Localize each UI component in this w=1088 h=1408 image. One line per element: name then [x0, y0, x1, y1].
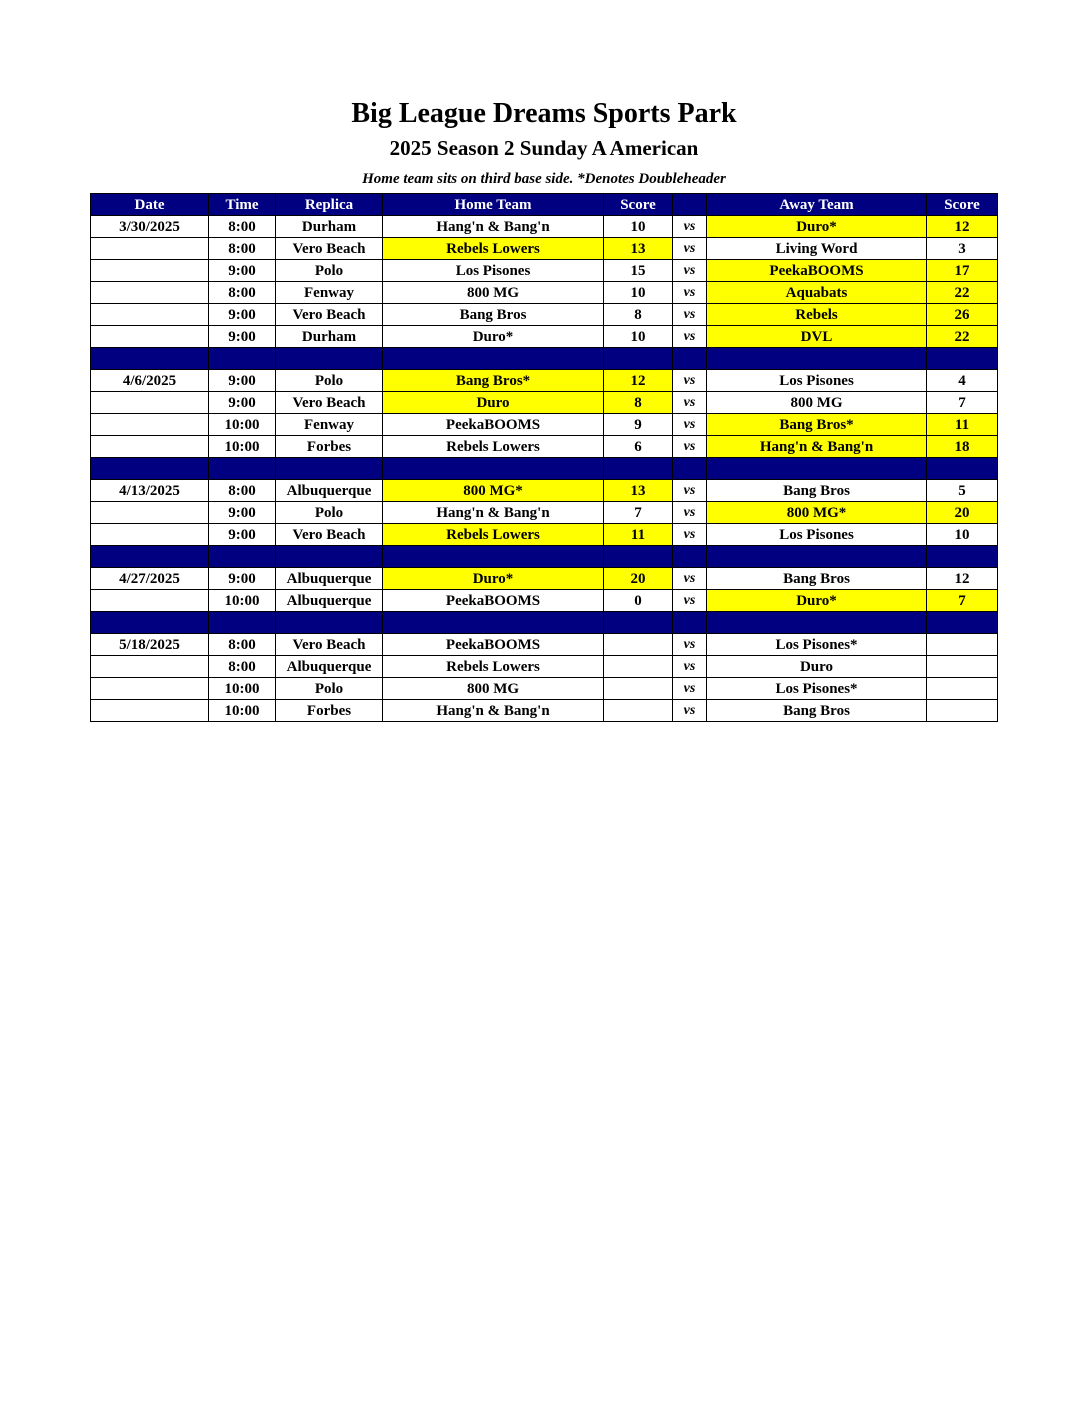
- separator-cell: [91, 458, 209, 480]
- away-score-cell: 11: [927, 414, 998, 436]
- replica-cell: Albuquerque: [276, 480, 383, 502]
- replica-cell: Vero Beach: [276, 238, 383, 260]
- week-separator-row: [91, 612, 998, 634]
- home-team-cell: Rebels Lowers: [383, 524, 604, 546]
- date-cell: [91, 238, 209, 260]
- home-team-cell: Rebels Lowers: [383, 656, 604, 678]
- time-cell: 10:00: [209, 590, 276, 612]
- separator-cell: [604, 348, 673, 370]
- home-score-cell: 10: [604, 216, 673, 238]
- time-cell: 8:00: [209, 634, 276, 656]
- vs-cell: vs: [673, 326, 707, 348]
- separator-cell: [209, 458, 276, 480]
- away-team-cell: Rebels: [707, 304, 927, 326]
- date-cell: 4/13/2025: [91, 480, 209, 502]
- game-row: [91, 436, 998, 458]
- date-cell: [91, 282, 209, 304]
- game-row: [91, 634, 998, 656]
- game-row: [91, 590, 998, 612]
- away-score-cell: 12: [927, 568, 998, 590]
- game-row: [91, 304, 998, 326]
- home-score-cell: 10: [604, 282, 673, 304]
- vs-cell: vs: [673, 590, 707, 612]
- home-score-cell: 15: [604, 260, 673, 282]
- date-cell: [91, 590, 209, 612]
- separator-cell: [276, 458, 383, 480]
- home-score-cell: 13: [604, 480, 673, 502]
- away-team-cell: Bang Bros: [707, 700, 927, 722]
- away-team-cell: Hang'n & Bang'n: [707, 436, 927, 458]
- time-cell: 9:00: [209, 524, 276, 546]
- home-team-cell: Bang Bros: [383, 304, 604, 326]
- date-cell: [91, 678, 209, 700]
- replica-cell: Albuquerque: [276, 656, 383, 678]
- separator-cell: [383, 458, 604, 480]
- header-away-score: Score: [927, 194, 998, 216]
- home-score-cell: [604, 678, 673, 700]
- separator-cell: [383, 612, 604, 634]
- away-score-cell: 17: [927, 260, 998, 282]
- time-cell: 9:00: [209, 370, 276, 392]
- away-score-cell: [927, 678, 998, 700]
- separator-cell: [91, 612, 209, 634]
- away-team-cell: Aquabats: [707, 282, 927, 304]
- date-cell: [91, 326, 209, 348]
- vs-cell: vs: [673, 656, 707, 678]
- replica-cell: Fenway: [276, 414, 383, 436]
- replica-cell: Vero Beach: [276, 524, 383, 546]
- home-team-cell: Duro*: [383, 568, 604, 590]
- home-team-cell: Los Pisones: [383, 260, 604, 282]
- separator-cell: [91, 546, 209, 568]
- replica-cell: Vero Beach: [276, 304, 383, 326]
- separator-cell: [673, 546, 707, 568]
- home-score-cell: [604, 656, 673, 678]
- time-cell: 8:00: [209, 282, 276, 304]
- away-score-cell: [927, 656, 998, 678]
- date-cell: 3/30/2025: [91, 216, 209, 238]
- home-score-cell: [604, 700, 673, 722]
- time-cell: 8:00: [209, 216, 276, 238]
- replica-cell: Durham: [276, 216, 383, 238]
- replica-cell: Forbes: [276, 436, 383, 458]
- game-row: [91, 216, 998, 238]
- separator-cell: [673, 458, 707, 480]
- home-score-cell: 11: [604, 524, 673, 546]
- separator-cell: [604, 546, 673, 568]
- separator-cell: [673, 348, 707, 370]
- vs-cell: vs: [673, 238, 707, 260]
- time-cell: 9:00: [209, 568, 276, 590]
- away-score-cell: 4: [927, 370, 998, 392]
- separator-cell: [927, 458, 998, 480]
- home-score-cell: 7: [604, 502, 673, 524]
- vs-cell: vs: [673, 502, 707, 524]
- home-score-cell: 13: [604, 238, 673, 260]
- replica-cell: Vero Beach: [276, 392, 383, 414]
- away-team-cell: Bang Bros*: [707, 414, 927, 436]
- home-team-cell: Rebels Lowers: [383, 238, 604, 260]
- home-score-cell: 8: [604, 304, 673, 326]
- vs-cell: vs: [673, 436, 707, 458]
- away-score-cell: [927, 634, 998, 656]
- separator-cell: [604, 458, 673, 480]
- separator-cell: [927, 612, 998, 634]
- date-cell: 4/6/2025: [91, 370, 209, 392]
- date-cell: [91, 502, 209, 524]
- home-team-cell: 800 MG: [383, 282, 604, 304]
- away-team-cell: DVL: [707, 326, 927, 348]
- separator-cell: [209, 546, 276, 568]
- vs-cell: vs: [673, 480, 707, 502]
- date-cell: 5/18/2025: [91, 634, 209, 656]
- date-cell: [91, 436, 209, 458]
- vs-cell: vs: [673, 216, 707, 238]
- schedule-body: [91, 216, 998, 722]
- time-cell: 9:00: [209, 260, 276, 282]
- separator-cell: [209, 348, 276, 370]
- vs-cell: vs: [673, 282, 707, 304]
- header-date: Date: [91, 194, 209, 216]
- game-row: [91, 524, 998, 546]
- time-cell: 8:00: [209, 656, 276, 678]
- schedule-note: Home team sits on third base side. *Denotes Doubleheader: [362, 171, 726, 187]
- replica-cell: Vero Beach: [276, 634, 383, 656]
- separator-cell: [707, 612, 927, 634]
- header-away-team: Away Team: [707, 194, 927, 216]
- away-score-cell: 20: [927, 502, 998, 524]
- away-score-cell: 3: [927, 238, 998, 260]
- home-team-cell: Duro: [383, 392, 604, 414]
- separator-cell: [707, 348, 927, 370]
- away-team-cell: Los Pisones: [707, 524, 927, 546]
- home-score-cell: 20: [604, 568, 673, 590]
- header-time: Time: [209, 194, 276, 216]
- game-row: [91, 392, 998, 414]
- header-replica: Replica: [276, 194, 383, 216]
- game-row: [91, 568, 998, 590]
- date-cell: [91, 656, 209, 678]
- away-score-cell: 12: [927, 216, 998, 238]
- home-team-cell: Hang'n & Bang'n: [383, 700, 604, 722]
- date-cell: [91, 700, 209, 722]
- vs-cell: vs: [673, 370, 707, 392]
- time-cell: 10:00: [209, 678, 276, 700]
- week-separator-row: [91, 458, 998, 480]
- replica-cell: Albuquerque: [276, 568, 383, 590]
- away-score-cell: 26: [927, 304, 998, 326]
- replica-cell: Polo: [276, 678, 383, 700]
- away-team-cell: Los Pisones: [707, 370, 927, 392]
- time-cell: 9:00: [209, 502, 276, 524]
- home-team-cell: PeekaBOOMS: [383, 590, 604, 612]
- away-score-cell: 7: [927, 590, 998, 612]
- game-row: [91, 370, 998, 392]
- separator-cell: [383, 546, 604, 568]
- separator-cell: [383, 348, 604, 370]
- home-score-cell: 0: [604, 590, 673, 612]
- away-team-cell: Bang Bros: [707, 568, 927, 590]
- game-row: [91, 238, 998, 260]
- home-score-cell: 10: [604, 326, 673, 348]
- date-cell: [91, 304, 209, 326]
- away-score-cell: [927, 700, 998, 722]
- time-cell: 8:00: [209, 238, 276, 260]
- time-cell: 10:00: [209, 414, 276, 436]
- time-cell: 9:00: [209, 304, 276, 326]
- game-row: [91, 700, 998, 722]
- away-team-cell: Duro: [707, 656, 927, 678]
- separator-cell: [276, 612, 383, 634]
- vs-cell: vs: [673, 678, 707, 700]
- date-cell: [91, 260, 209, 282]
- separator-cell: [707, 546, 927, 568]
- away-score-cell: 10: [927, 524, 998, 546]
- table-header-row: [91, 194, 998, 216]
- replica-cell: Polo: [276, 502, 383, 524]
- away-team-cell: Los Pisones*: [707, 678, 927, 700]
- vs-cell: vs: [673, 260, 707, 282]
- time-cell: 8:00: [209, 480, 276, 502]
- replica-cell: Polo: [276, 260, 383, 282]
- date-cell: [91, 414, 209, 436]
- home-team-cell: 800 MG*: [383, 480, 604, 502]
- away-team-cell: Bang Bros: [707, 480, 927, 502]
- away-team-cell: 800 MG: [707, 392, 927, 414]
- game-row: [91, 502, 998, 524]
- vs-cell: vs: [673, 414, 707, 436]
- away-team-cell: PeekaBOOMS: [707, 260, 927, 282]
- game-row: [91, 326, 998, 348]
- home-score-cell: 12: [604, 370, 673, 392]
- replica-cell: Forbes: [276, 700, 383, 722]
- home-score-cell: [604, 634, 673, 656]
- separator-cell: [276, 348, 383, 370]
- vs-cell: vs: [673, 304, 707, 326]
- separator-cell: [604, 612, 673, 634]
- replica-cell: Durham: [276, 326, 383, 348]
- page-title: Big League Dreams Sports Park: [351, 98, 737, 129]
- date-cell: [91, 524, 209, 546]
- header-home-team: Home Team: [383, 194, 604, 216]
- away-score-cell: 5: [927, 480, 998, 502]
- page-subtitle: 2025 Season 2 Sunday A American: [389, 136, 699, 160]
- game-row: [91, 282, 998, 304]
- separator-cell: [673, 612, 707, 634]
- separator-cell: [209, 612, 276, 634]
- away-team-cell: Duro*: [707, 216, 927, 238]
- game-row: [91, 260, 998, 282]
- vs-cell: vs: [673, 634, 707, 656]
- away-score-cell: 7: [927, 392, 998, 414]
- separator-cell: [927, 348, 998, 370]
- home-team-cell: PeekaBOOMS: [383, 414, 604, 436]
- away-score-cell: 22: [927, 282, 998, 304]
- vs-cell: vs: [673, 392, 707, 414]
- separator-cell: [927, 546, 998, 568]
- vs-cell: vs: [673, 700, 707, 722]
- game-row: [91, 414, 998, 436]
- schedule-table: [90, 193, 998, 722]
- away-score-cell: 22: [927, 326, 998, 348]
- home-team-cell: Rebels Lowers: [383, 436, 604, 458]
- home-score-cell: 8: [604, 392, 673, 414]
- home-team-cell: Hang'n & Bang'n: [383, 216, 604, 238]
- away-score-cell: 18: [927, 436, 998, 458]
- away-team-cell: Duro*: [707, 590, 927, 612]
- date-cell: 4/27/2025: [91, 568, 209, 590]
- date-cell: [91, 392, 209, 414]
- away-team-cell: Los Pisones*: [707, 634, 927, 656]
- home-score-cell: 6: [604, 436, 673, 458]
- week-separator-row: [91, 348, 998, 370]
- home-score-cell: 9: [604, 414, 673, 436]
- separator-cell: [707, 458, 927, 480]
- vs-cell: vs: [673, 524, 707, 546]
- separator-cell: [276, 546, 383, 568]
- game-row: [91, 656, 998, 678]
- game-row: [91, 678, 998, 700]
- header-vs: [673, 194, 707, 216]
- home-team-cell: Duro*: [383, 326, 604, 348]
- home-team-cell: Bang Bros*: [383, 370, 604, 392]
- replica-cell: Albuquerque: [276, 590, 383, 612]
- away-team-cell: 800 MG*: [707, 502, 927, 524]
- replica-cell: Polo: [276, 370, 383, 392]
- home-team-cell: 800 MG: [383, 678, 604, 700]
- replica-cell: Fenway: [276, 282, 383, 304]
- home-team-cell: Hang'n & Bang'n: [383, 502, 604, 524]
- time-cell: 9:00: [209, 326, 276, 348]
- home-team-cell: PeekaBOOMS: [383, 634, 604, 656]
- away-team-cell: Living Word: [707, 238, 927, 260]
- week-separator-row: [91, 546, 998, 568]
- time-cell: 10:00: [209, 436, 276, 458]
- game-row: [91, 480, 998, 502]
- separator-cell: [91, 348, 209, 370]
- time-cell: 10:00: [209, 700, 276, 722]
- vs-cell: vs: [673, 568, 707, 590]
- header-home-score: Score: [604, 194, 673, 216]
- time-cell: 9:00: [209, 392, 276, 414]
